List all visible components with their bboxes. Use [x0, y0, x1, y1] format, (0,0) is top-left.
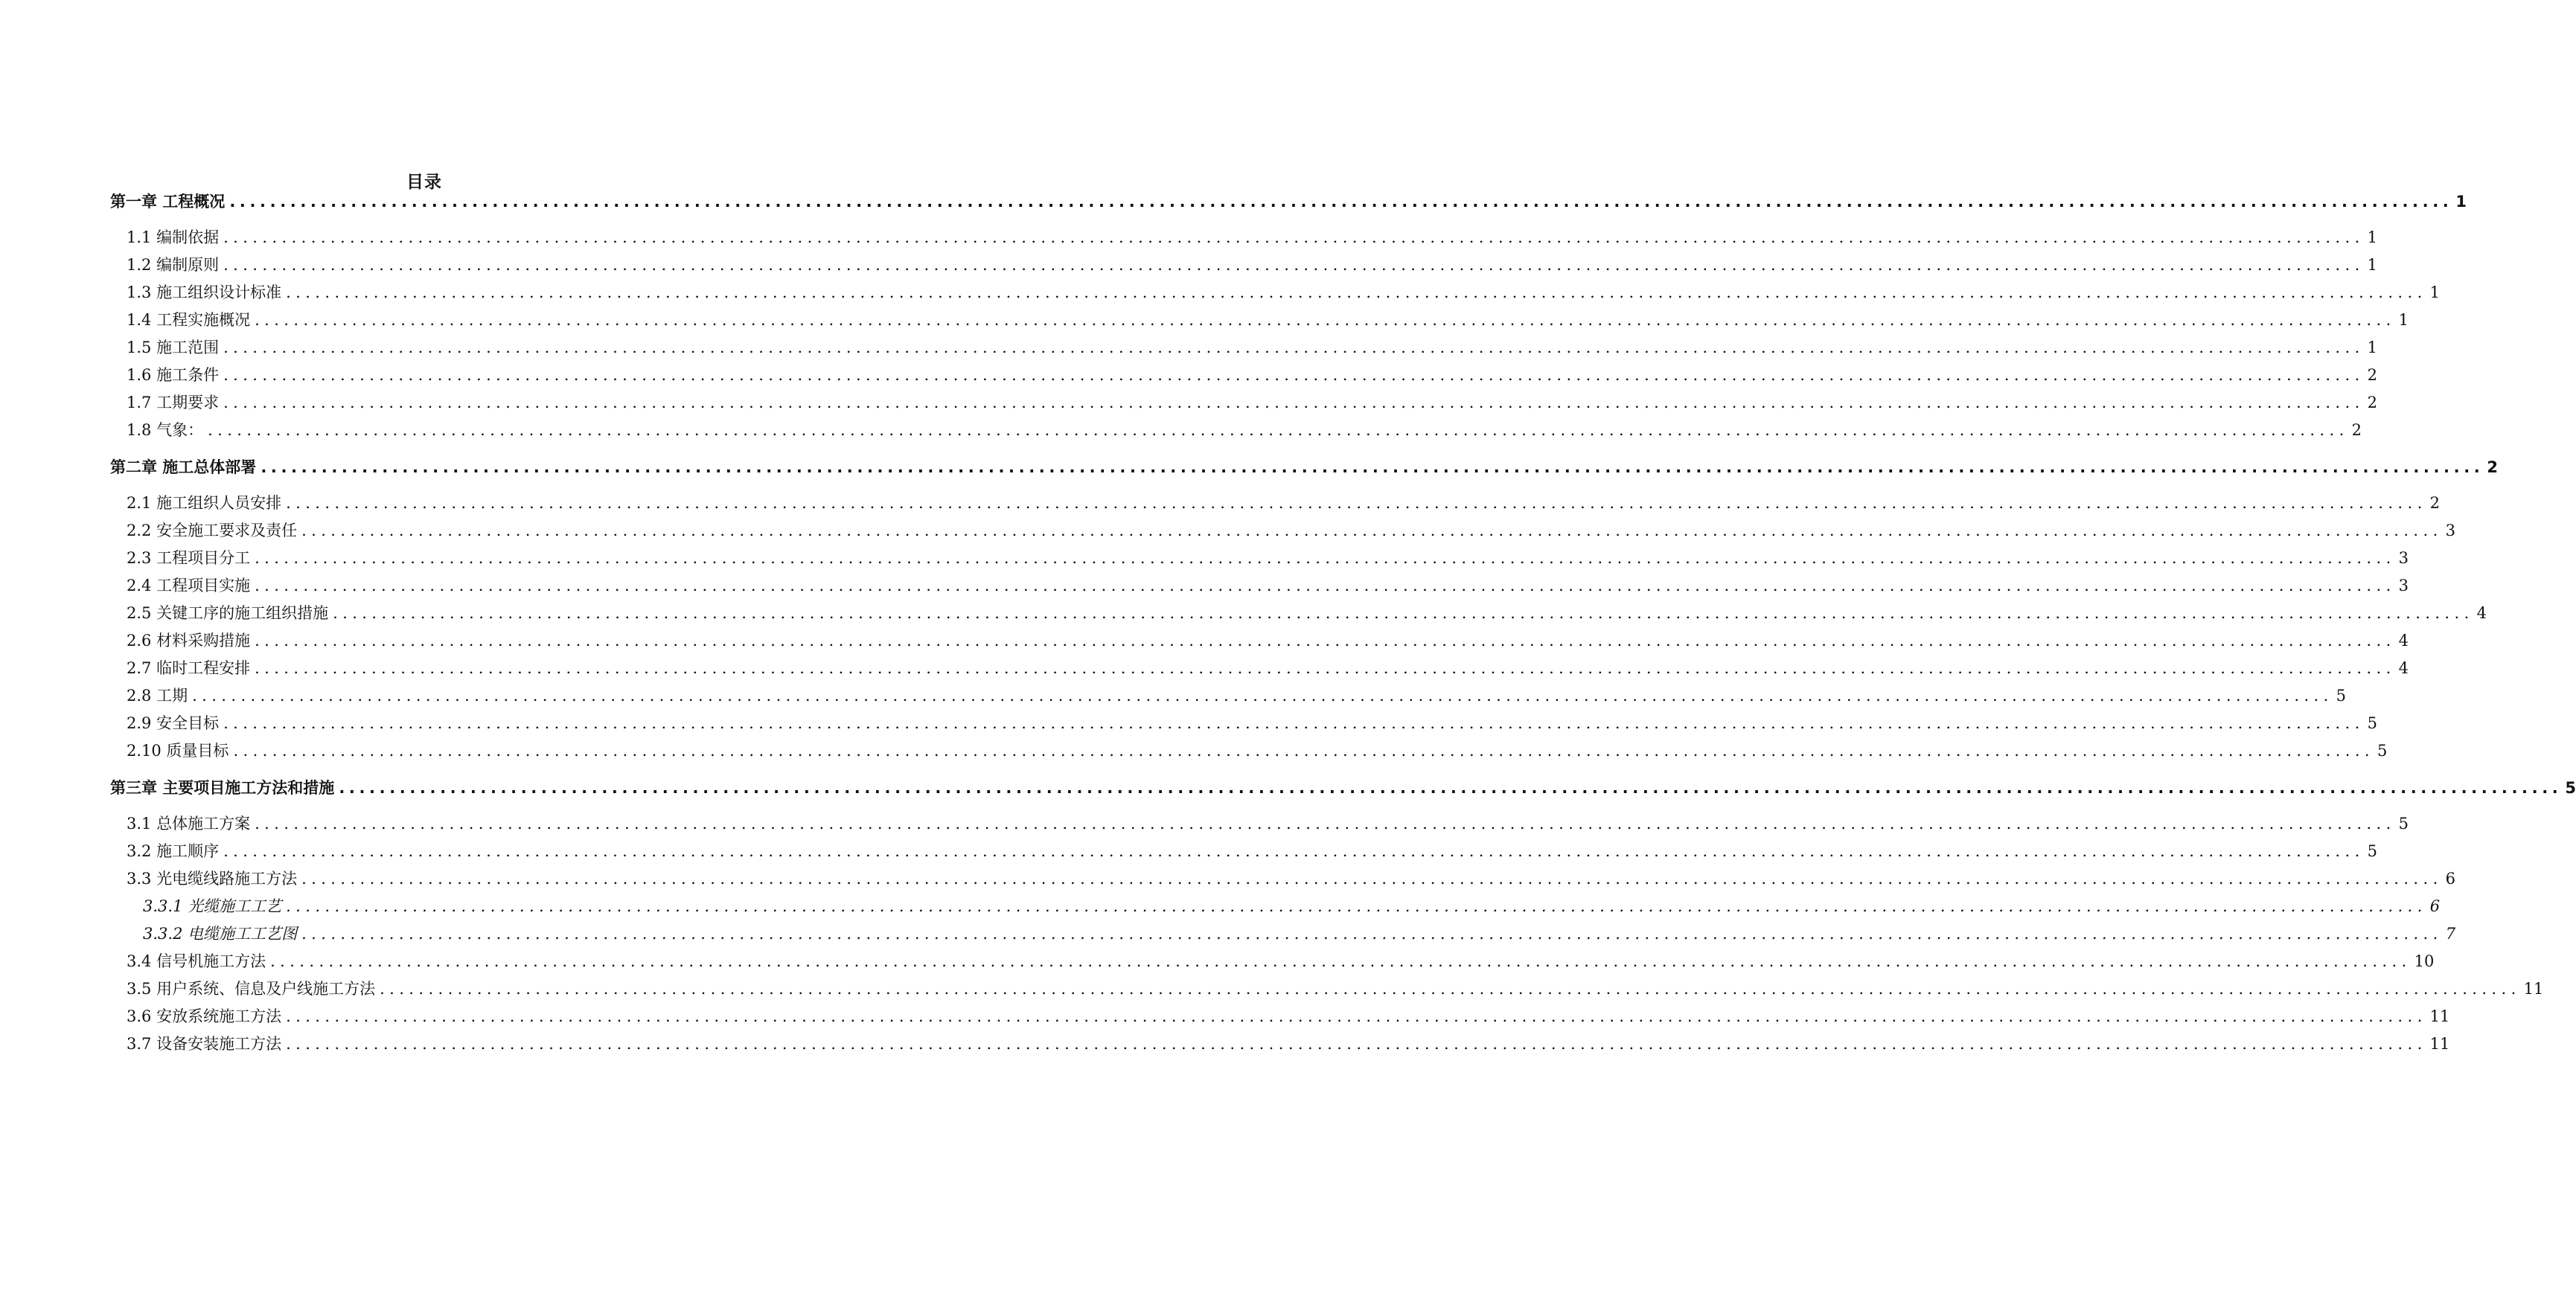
- toc-subsection-entry[interactable]: [143, 894, 2441, 917]
- toc-entry-page-number: 10: [2414, 952, 2435, 970]
- toc-entry-label: 1.6 施工条件: [127, 366, 220, 384]
- toc-dot-leader: ............................................................................................................................................................................................................................: [233, 742, 2375, 760]
- toc-section-entry[interactable]: [127, 812, 2409, 834]
- toc-section-entry[interactable]: [127, 253, 2378, 275]
- toc-entry-page-number: 4: [2476, 604, 2487, 622]
- toc-subsection-entry[interactable]: [143, 922, 2456, 944]
- toc-entry-label: 3.1 总体施工方案: [127, 815, 251, 833]
- toc-section-entry[interactable]: [127, 418, 2362, 440]
- toc-dot-leader: ............................................................................................................................................................................................................................: [339, 779, 2563, 797]
- toc-dot-leader: ............................................................................................................................................................................................................................: [192, 687, 2333, 705]
- toc-entry-page-number: 2: [2429, 494, 2441, 512]
- toc-dot-leader: ............................................................................................................................................................................................................................: [255, 311, 2396, 329]
- toc-dot-leader: ............................................................................................................................................................................................................................: [286, 494, 2427, 512]
- toc-entry-label: 3.3 光电缆线路施工方法: [127, 870, 298, 888]
- toc-section-entry[interactable]: [127, 711, 2378, 734]
- toc-dot-leader: ............................................................................................................................................................................................................................: [223, 714, 2365, 732]
- toc-entry-label: 2.10 质量目标: [127, 742, 229, 760]
- toc-section-entry[interactable]: [127, 977, 2544, 999]
- toc-section-entry[interactable]: [127, 280, 2441, 303]
- toc-entry-page-number: 11: [2429, 1007, 2450, 1025]
- toc-dot-leader: ............................................................................................................................................................................................................................: [261, 458, 2484, 476]
- toc-entry-label: 2.7 临时工程安排: [127, 659, 251, 677]
- toc-entry-label: 2.9 安全目标: [127, 714, 220, 732]
- toc-section-entry[interactable]: [127, 867, 2456, 889]
- toc-dot-leader: ............................................................................................................................................................................................................................: [286, 283, 2427, 301]
- toc-section-entry[interactable]: [127, 629, 2409, 651]
- toc-entry-label: 2.3 工程项目分工: [127, 549, 251, 567]
- toc-dot-leader: ............................................................................................................................................................................................................................: [208, 421, 2349, 439]
- toc-dot-leader: ............................................................................................................................................................................................................................: [255, 577, 2396, 594]
- toc-section-entry[interactable]: [127, 391, 2378, 413]
- toc-entry-page-number: 11: [2429, 1035, 2450, 1053]
- toc-section-entry[interactable]: [127, 601, 2487, 623]
- toc-section-entry[interactable]: [127, 656, 2409, 679]
- toc-dot-leader: ............................................................................................................................................................................................................................: [286, 897, 2427, 915]
- toc-entry-label: 3.6 安放系统施工方法: [127, 1007, 282, 1025]
- toc-entry-page-number: 5: [2398, 815, 2409, 833]
- toc-entry-label: 2.5 关键工序的施工组织措施: [127, 604, 329, 622]
- toc-section-entry[interactable]: [127, 949, 2435, 972]
- toc-entry-label: 3.5 用户系统、信息及户线施工方法: [127, 980, 376, 998]
- toc-entry-page-number: 3: [2445, 522, 2456, 539]
- toc-section-entry[interactable]: [127, 546, 2409, 568]
- toc-section-entry[interactable]: [127, 519, 2456, 541]
- toc-dot-leader: ............................................................................................................................................................................................................................: [229, 193, 2453, 211]
- toc-section-entry[interactable]: [127, 1032, 2450, 1054]
- toc-entry-page-number: 1: [2367, 339, 2378, 356]
- toc-entry-page-number: 2: [2351, 421, 2362, 439]
- toc-dot-leader: ............................................................................................................................................................................................................................: [223, 339, 2365, 356]
- toc-dot-leader: ............................................................................................................................................................................................................................: [223, 228, 2365, 246]
- toc-chapter-entry[interactable]: [110, 455, 2498, 478]
- toc-entry-page-number: 6: [2445, 870, 2456, 888]
- toc-entry-page-number: 6: [2429, 897, 2441, 915]
- toc-section-entry[interactable]: [127, 491, 2441, 513]
- toc-section-entry[interactable]: [127, 684, 2347, 706]
- toc-entry-label: 1.7 工期要求: [127, 394, 220, 411]
- toc-entry-label: 第一章 工程概况: [110, 193, 226, 211]
- toc-dot-leader: ............................................................................................................................................................................................................................: [223, 366, 2365, 384]
- toc-entry-label: 3.4 信号机施工方法: [127, 952, 266, 970]
- toc-entry-label: 3.3.2 电缆施工工艺图: [143, 925, 298, 943]
- toc-entry-label: 2.4 工程项目实施: [127, 577, 251, 594]
- toc-title: 目录: [406, 173, 442, 192]
- toc-entry-label: 1.2 编制原则: [127, 256, 220, 274]
- toc-section-entry[interactable]: [127, 308, 2409, 330]
- toc-entry-page-number: 2: [2367, 394, 2378, 411]
- toc-entry-page-number: 1: [2367, 256, 2378, 274]
- toc-dot-leader: ............................................................................................................................................................................................................................: [223, 394, 2365, 411]
- toc-entry-page-number: 11: [2523, 980, 2544, 998]
- toc-entry-label: 1.8 气象：: [127, 421, 204, 439]
- toc-dot-leader: ............................................................................................................................................................................................................................: [255, 815, 2396, 833]
- toc-entry-page-number: 5: [2336, 687, 2347, 705]
- toc-dot-leader: ............................................................................................................................................................................................................................: [223, 842, 2365, 860]
- toc-entry-label: 1.3 施工组织设计标准: [127, 283, 282, 301]
- toc-entry-label: 2.2 安全施工要求及责任: [127, 522, 298, 539]
- toc-entry-page-number: 1: [2398, 311, 2409, 329]
- toc-entry-label: 第三章 主要项目施工方法和措施: [110, 779, 335, 797]
- toc-entry-page-number: 2: [2367, 366, 2378, 384]
- toc-entry-label: 1.5 施工范围: [127, 339, 220, 356]
- toc-section-entry[interactable]: [127, 363, 2378, 385]
- toc-dot-leader: ............................................................................................................................................................................................................................: [270, 952, 2412, 970]
- toc-entry-page-number: 5: [2565, 779, 2576, 797]
- toc-entry-page-number: 5: [2367, 714, 2378, 732]
- toc-entry-page-number: 5: [2377, 742, 2388, 760]
- toc-entry-label: 第二章 施工总体部署: [110, 458, 257, 476]
- toc-dot-leader: ............................................................................................................................................................................................................................: [301, 925, 2443, 943]
- toc-entry-page-number: 1: [2455, 193, 2467, 211]
- toc-dot-leader: ............................................................................................................................................................................................................................: [333, 604, 2474, 622]
- toc-dot-leader: ............................................................................................................................................................................................................................: [380, 980, 2521, 998]
- toc-entry-label: 2.6 材料采购措施: [127, 632, 251, 650]
- toc-entry-page-number: 3: [2398, 549, 2409, 567]
- toc-dot-leader: ............................................................................................................................................................................................................................: [286, 1035, 2427, 1053]
- toc-section-entry[interactable]: [127, 336, 2378, 358]
- toc-entry-page-number: 1: [2367, 228, 2378, 246]
- toc-dot-leader: ............................................................................................................................................................................................................................: [286, 1007, 2427, 1025]
- toc-dot-leader: ............................................................................................................................................................................................................................: [255, 632, 2396, 650]
- toc-entry-page-number: 1: [2429, 283, 2441, 301]
- toc-dot-leader: ............................................................................................................................................................................................................................: [223, 256, 2365, 274]
- toc-entry-page-number: 4: [2398, 659, 2409, 677]
- toc-section-entry[interactable]: [127, 1004, 2450, 1027]
- toc-entry-label: 3.3.1 光缆施工工艺: [143, 897, 282, 915]
- toc-entry-label: 3.2 施工顺序: [127, 842, 220, 860]
- toc-entry-page-number: 4: [2398, 632, 2409, 650]
- toc-entry-label: 2.8 工期: [127, 687, 188, 705]
- toc-entry-label: 2.1 施工组织人员安排: [127, 494, 282, 512]
- toc-chapter-entry[interactable]: [110, 776, 2576, 798]
- toc-chapter-entry[interactable]: [110, 190, 2467, 212]
- toc-dot-leader: ............................................................................................................................................................................................................................: [255, 549, 2396, 567]
- toc-entry-page-number: 7: [2445, 925, 2456, 943]
- toc-entry-page-number: 5: [2367, 842, 2378, 860]
- toc-section-entry[interactable]: [127, 739, 2388, 761]
- toc-entry-label: 1.4 工程实施概况: [127, 311, 251, 329]
- toc-dot-leader: ............................................................................................................................................................................................................................: [301, 522, 2443, 539]
- toc-entry-label: 1.1 编制依据: [127, 228, 220, 246]
- toc-section-entry[interactable]: [127, 574, 2409, 596]
- toc-section-entry[interactable]: [127, 225, 2378, 248]
- toc-entry-page-number: 2: [2487, 458, 2498, 476]
- toc-section-entry[interactable]: [127, 839, 2378, 862]
- toc-dot-leader: ............................................................................................................................................................................................................................: [255, 659, 2396, 677]
- toc-entry-page-number: 3: [2398, 577, 2409, 594]
- toc-dot-leader: ............................................................................................................................................................................................................................: [301, 870, 2443, 888]
- toc-entry-label: 3.7 设备安装施工方法: [127, 1035, 282, 1053]
